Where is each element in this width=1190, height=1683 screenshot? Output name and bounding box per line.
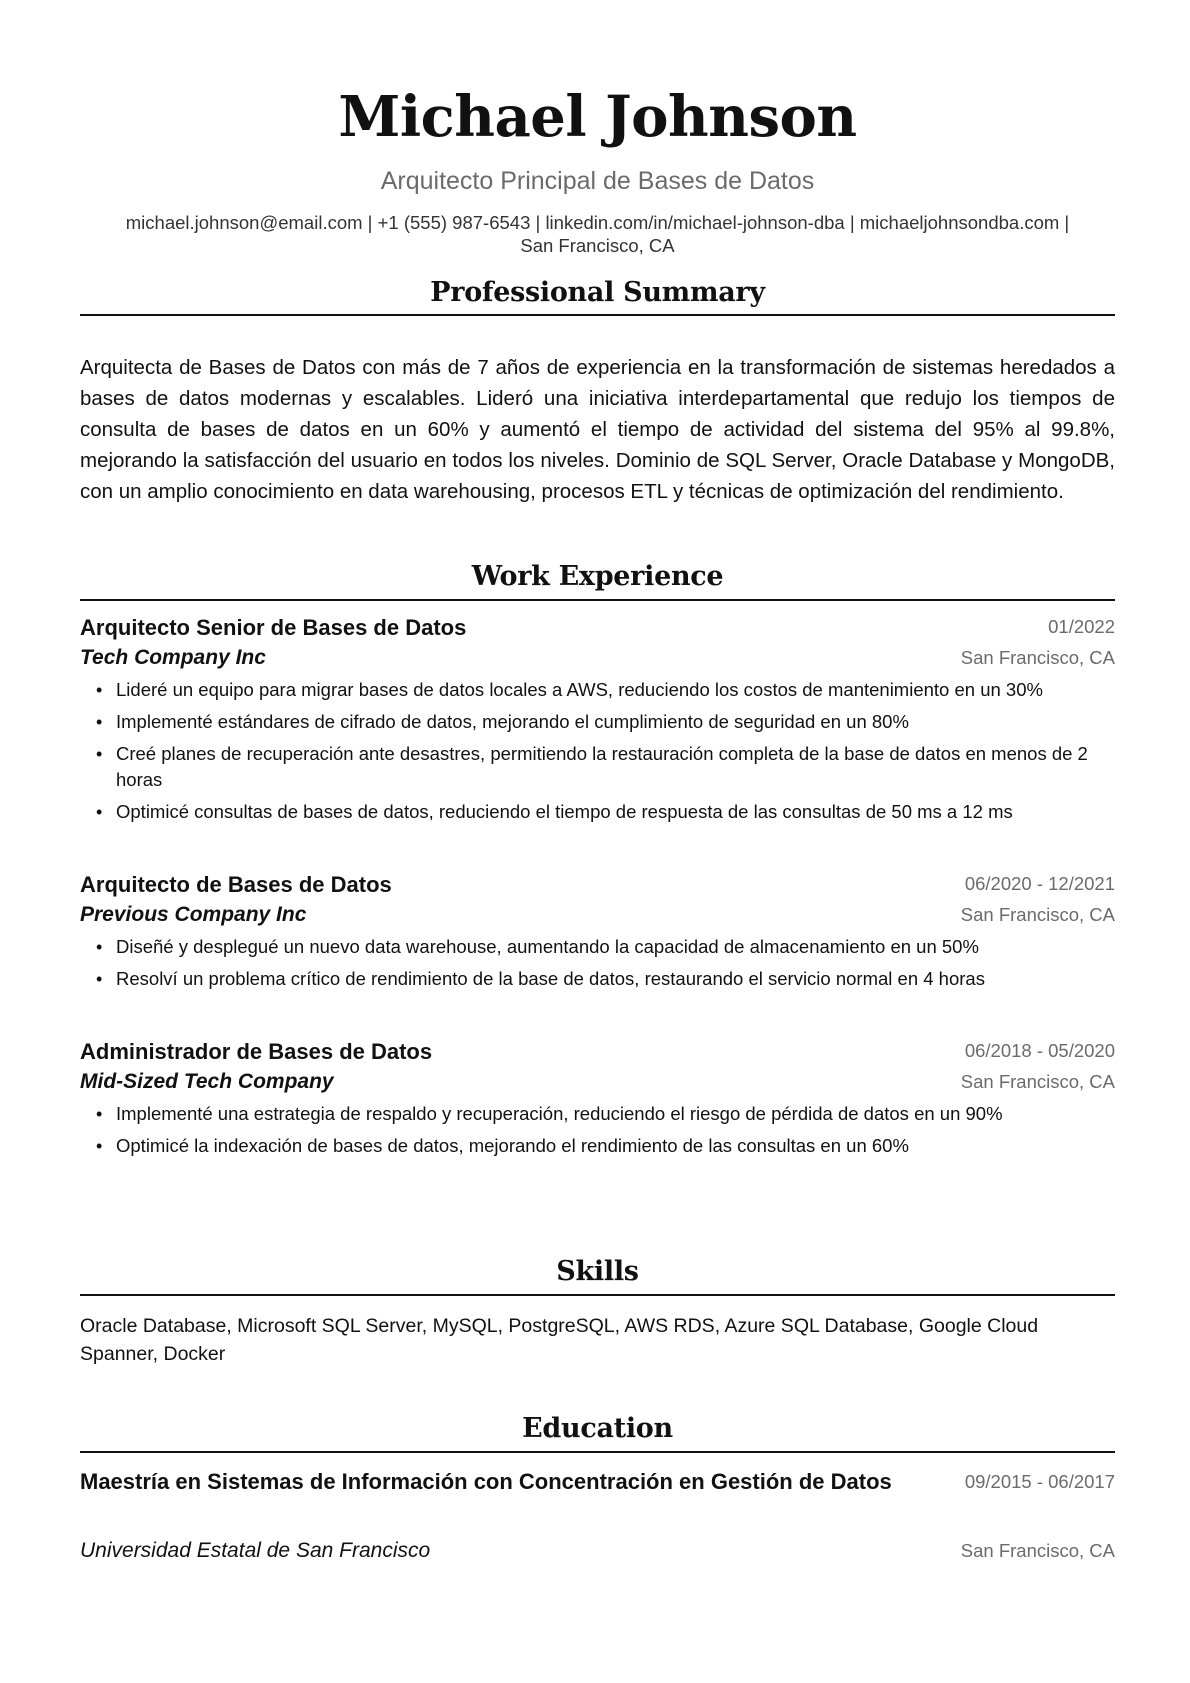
bullet-item [80, 677, 1115, 703]
skills-list: Oracle Database, Microsoft SQL Server, MySQL, PostgreSQL, AWS RDS, Azure SQL Database, Google Cloud Spanner, Docker [80, 1315, 1039, 1365]
candidate-title: Arquitecto Principal de Bases de Datos [380, 167, 815, 195]
summary-divider [80, 314, 1115, 316]
bullet-text: Optimicé la indexación de bases de datos, mejorando el rendimiento de las consultas en un 60% [116, 1135, 909, 1156]
contact-line-1: michael.johnson@email.com | +1 (555) 987-6543 | linkedin.com/in/michael-johnson-dba | michaeljohnsondba.com | [125, 212, 1070, 233]
job-bullets [80, 1101, 1115, 1159]
summary-heading: Professional Summary [430, 277, 765, 308]
bullet-text: Implementé estándares de cifrado de datos, mejorando el cumplimiento de seguridad en un 80% [116, 711, 909, 732]
bullet-icon: • [96, 969, 103, 989]
education-location: San Francisco, CA [960, 1540, 1115, 1561]
bullet-item [80, 709, 1115, 735]
contact-info [80, 211, 1115, 257]
contact-line-2: San Francisco, CA [520, 235, 675, 256]
bullet-text: Diseñé y desplegué un nuevo data warehouse, aumentando la capacidad de almacenamiento en un 50% [116, 936, 979, 957]
education-divider [80, 1451, 1115, 1453]
education-heading: Education [522, 1413, 673, 1444]
education-dates: 09/2015 - 06/2017 [964, 1471, 1115, 1492]
bullet-text: Optimicé consultas de bases de datos, reduciendo el tiempo de respuesta de las consultas de 50 ms a 12 ms [116, 801, 1013, 822]
summary-text: Arquitecta de Bases de Datos con más de 7 años de experiencia en la transformación de sistemas heredados a bases de datos modernas y escalables. Lideró una iniciativa interdepartamental que redujo los tiempos de consulta de bases de datos en un 60% y aumentó el tiempo de actividad del sistema del 95% al 99.8%, mejorando la satisfacción del usuario en todos los niveles. Dominio de SQL Server, Oracle Database y MongoDB, con un amplio conocimiento en data warehousing, procesos ETL y técnicas de optimización del rendimiento. [80, 356, 1115, 503]
candidate-name: Michael Johnson [338, 84, 857, 150]
company-name: Previous Company Inc [80, 903, 307, 926]
bullet-text: Lideré un equipo para migrar bases de datos locales a AWS, reduciendo los costos de mantenimiento en un 30% [116, 679, 1043, 700]
bullet-item [80, 741, 1115, 793]
school-name: Universidad Estatal de San Francisco [80, 1539, 431, 1562]
job-title: Arquitecto Senior de Bases de Datos [80, 615, 467, 640]
company-name: Tech Company Inc [80, 646, 266, 669]
bullet-icon: • [96, 937, 103, 957]
bullet-item [80, 1101, 1115, 1127]
bullet-item [80, 934, 1115, 960]
bullet-icon: • [96, 1136, 103, 1156]
job-dates: 06/2020 - 12/2021 [964, 873, 1115, 894]
job-title: Arquitecto de Bases de Datos [80, 872, 392, 897]
bullet-item [80, 1133, 1115, 1159]
skills-heading: Skills [556, 1256, 639, 1287]
job-title: Administrador de Bases de Datos [80, 1039, 433, 1064]
job-entry [80, 613, 1115, 831]
bullet-icon: • [96, 680, 103, 700]
bullet-text: Implementé una estrategia de respaldo y recuperación, reduciendo el riesgo de pérdida de datos en un 90% [116, 1103, 1003, 1124]
skills-divider [80, 1294, 1115, 1296]
job-entry [80, 870, 1115, 998]
degree-title: Maestría en Sistemas de Información con Concentración en Gestión de Datos [80, 1469, 892, 1494]
bullet-item [80, 966, 1115, 992]
bullet-text: Resolví un problema crítico de rendimiento de la base de datos, restaurando el servicio normal en 4 horas [116, 968, 985, 989]
job-bullets [80, 934, 1115, 992]
bullet-icon: • [96, 712, 103, 732]
experience-divider [80, 599, 1115, 601]
job-dates: 06/2018 - 05/2020 [964, 1040, 1115, 1061]
bullet-icon: • [96, 744, 103, 764]
bullet-icon: • [96, 1104, 103, 1124]
job-location: San Francisco, CA [960, 1071, 1115, 1092]
job-location: San Francisco, CA [960, 904, 1115, 925]
job-entry [80, 1037, 1115, 1165]
company-name: Mid-Sized Tech Company [80, 1070, 334, 1093]
bullet-text: Creé planes de recuperación ante desastres, permitiendo la restauración completa de la base de datos en menos de 2 horas [116, 743, 1088, 790]
experience-heading: Work Experience [471, 561, 724, 592]
bullet-icon: • [96, 802, 103, 822]
job-bullets [80, 677, 1115, 825]
job-location: San Francisco, CA [960, 647, 1115, 668]
bullet-item [80, 799, 1115, 825]
job-dates: 01/2022 [1048, 616, 1115, 637]
